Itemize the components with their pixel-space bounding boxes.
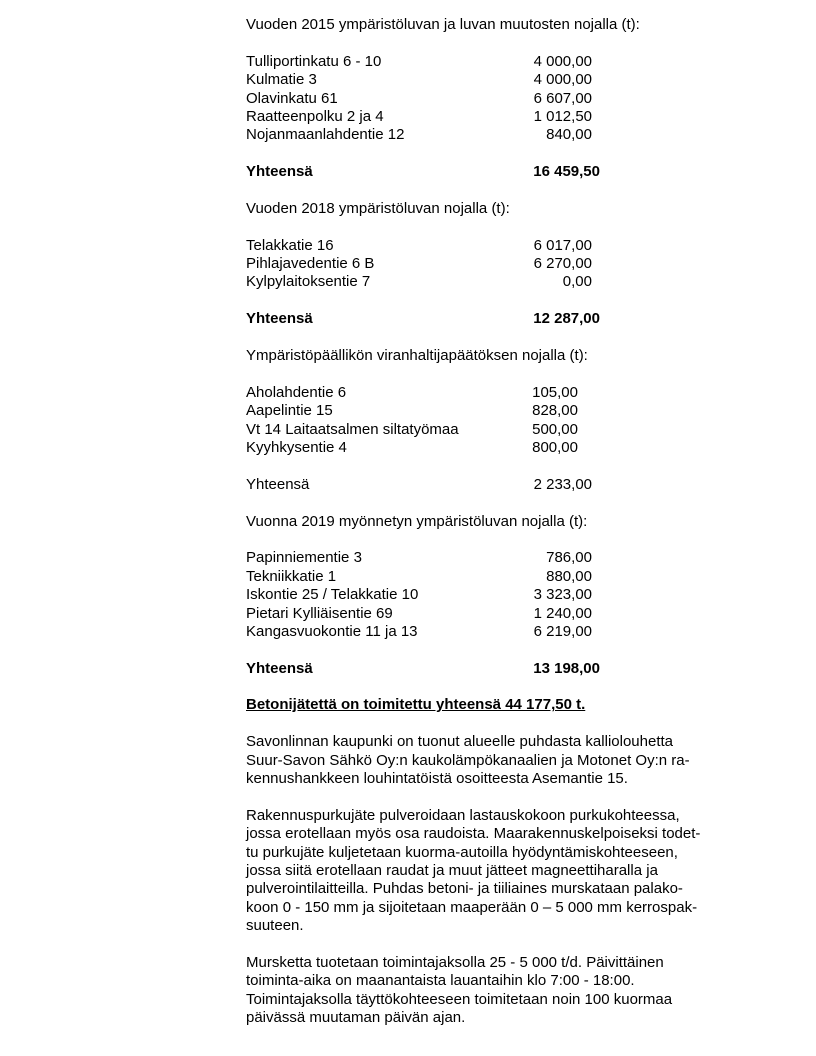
site-tonnage: 0,00 <box>562 273 592 291</box>
site-tonnage: 828,00 <box>532 402 578 420</box>
site-tonnage: 6 270,00 <box>533 255 592 273</box>
site-tonnage: 6 219,00 <box>533 622 592 640</box>
table-row <box>246 90 746 108</box>
total-label: Yhteensä <box>246 163 313 181</box>
site-name: Telakkatie 16 <box>246 236 334 254</box>
total-label: Yhteensä <box>246 475 310 493</box>
paragraph-line: pulverointilaitteilla. Puhdas betoni- ja tiiliaines murskataan palako- <box>246 880 683 898</box>
site-name: Tulliportinkatu 6 - 10 <box>246 52 382 70</box>
site-name: Iskontie 25 / Telakkatie 10 <box>246 586 419 604</box>
total-row <box>246 310 746 328</box>
site-tonnage: 880,00 <box>546 567 592 585</box>
site-tonnage: 6 017,00 <box>533 236 592 254</box>
document-page <box>246 16 746 1028</box>
site-name: Olavinkatu 61 <box>246 89 338 107</box>
table-row <box>246 549 746 567</box>
paragraph <box>246 733 738 788</box>
site-tonnage: 1 240,00 <box>533 604 592 622</box>
site-name: Nojanmaanlahdentie 12 <box>246 126 405 144</box>
table-row <box>246 605 746 623</box>
paragraph <box>246 807 738 936</box>
paragraph <box>246 954 738 1028</box>
site-tonnage: 4 000,00 <box>533 71 592 89</box>
table-row <box>246 623 746 641</box>
paragraph-line: kennushankkeen louhintatöistä osoitteesta Asemantie 15. <box>246 770 628 788</box>
total-value: 13 198,00 <box>533 659 600 677</box>
table-row <box>246 255 746 273</box>
site-name: Tekniikkatie 1 <box>246 567 337 585</box>
table-row <box>246 53 746 71</box>
site-tonnage: 800,00 <box>532 438 578 456</box>
site-tonnage: 500,00 <box>532 420 578 438</box>
paragraph-line: koon 0 - 150 mm ja sijoitetaan maaperään 0 – 5 000 mm kerrospak- <box>246 898 698 916</box>
table-row <box>246 273 746 291</box>
site-tonnage: 3 323,00 <box>533 586 592 604</box>
site-name: Kyyhkysentie 4 <box>246 438 347 456</box>
site-name: Vt 14 Laitaatsalmen siltatyömaa <box>246 420 459 438</box>
table-row <box>246 384 746 402</box>
table-row <box>246 237 746 255</box>
site-tonnage: 840,00 <box>546 126 592 144</box>
table-row <box>246 71 746 89</box>
paragraph-line: päivässä muutaman päivän ajan. <box>246 1009 466 1027</box>
table-row <box>246 439 746 457</box>
paragraph-line: tu purkujäte kuljetetaan kuorma-autoilla hyödyntämiskohteeseen, <box>246 843 678 861</box>
total-row <box>246 660 746 678</box>
site-name: Pihlajavedentie 6 B <box>246 255 375 273</box>
section-heading: Vuoden 2015 ympäristöluvan ja luvan muutosten nojalla (t): <box>246 16 640 33</box>
table-row <box>246 108 746 126</box>
site-name: Aapelintie 15 <box>246 402 333 420</box>
table-row <box>246 402 746 420</box>
site-name: Kylpylaitoksentie 7 <box>246 273 371 291</box>
total-label: Yhteensä <box>246 659 313 677</box>
site-tonnage: 6 607,00 <box>533 89 592 107</box>
table-row <box>246 586 746 604</box>
total-value: 16 459,50 <box>533 163 600 181</box>
site-name: Kulmatie 3 <box>246 71 317 89</box>
table-row <box>246 421 746 439</box>
site-name: Raatteenpolku 2 ja 4 <box>246 107 384 125</box>
total-value: 2 233,00 <box>533 475 592 493</box>
paragraph-line: suuteen. <box>246 917 304 935</box>
total-value: 12 287,00 <box>533 310 600 328</box>
site-tonnage: 1 012,50 <box>533 107 592 125</box>
site-name: Papinniementie 3 <box>246 549 362 567</box>
paragraph-line: toiminta-aika on maanantaista lauantaihin klo 7:00 - 18:00. <box>246 972 635 990</box>
section-heading: Ympäristöpäällikön viranhaltijapäätöksen nojalla (t): <box>246 347 588 365</box>
paragraph-line: jossa erotellaan myös osa raudoista. Maarakennuskelpoiseksi todet- <box>246 825 701 843</box>
paragraph-line: Suur-Savon Sähkö Oy:n kaukolämpökanaalien ja Motonet Oy:n ra- <box>246 751 690 769</box>
paragraph-line: Savonlinnan kaupunki on tuonut alueelle puhdasta kalliolouhetta <box>246 733 673 751</box>
table-row <box>246 126 746 144</box>
section-heading: Vuoden 2018 ympäristöluvan nojalla (t): <box>246 199 510 217</box>
paragraph-line: Toimintajaksolla täyttökohteeseen toimitetaan noin 100 kuormaa <box>246 990 673 1008</box>
site-name: Pietari Kylliäisentie 69 <box>246 604 393 622</box>
total-row <box>246 163 746 181</box>
section-heading: Vuonna 2019 myönnetyn ympäristöluvan nojalla (t): <box>246 512 588 530</box>
paragraph-line: jossa siitä erotellaan raudat ja muut jätteet magneettiharalla ja <box>246 862 658 880</box>
site-tonnage: 105,00 <box>532 383 578 401</box>
total-row <box>246 476 746 494</box>
site-name: Aholahdentie 6 <box>246 383 347 401</box>
paragraph-line: Mursketta tuotetaan toimintajaksolla 25 - 5 000 t/d. Päivittäinen <box>246 954 664 972</box>
site-tonnage: 786,00 <box>546 549 592 567</box>
table-row <box>246 568 746 586</box>
site-tonnage: 4 000,00 <box>533 52 592 70</box>
grand-total-summary: Betonijätettä on toimitettu yhteensä 44 177,50 t. <box>246 696 586 714</box>
paragraph-line: Rakennuspurkujäte pulveroidaan lastauskokoon purkukohteessa, <box>246 806 680 824</box>
total-label: Yhteensä <box>246 310 313 328</box>
site-name: Kangasvuokontie 11 ja 13 <box>246 622 418 640</box>
